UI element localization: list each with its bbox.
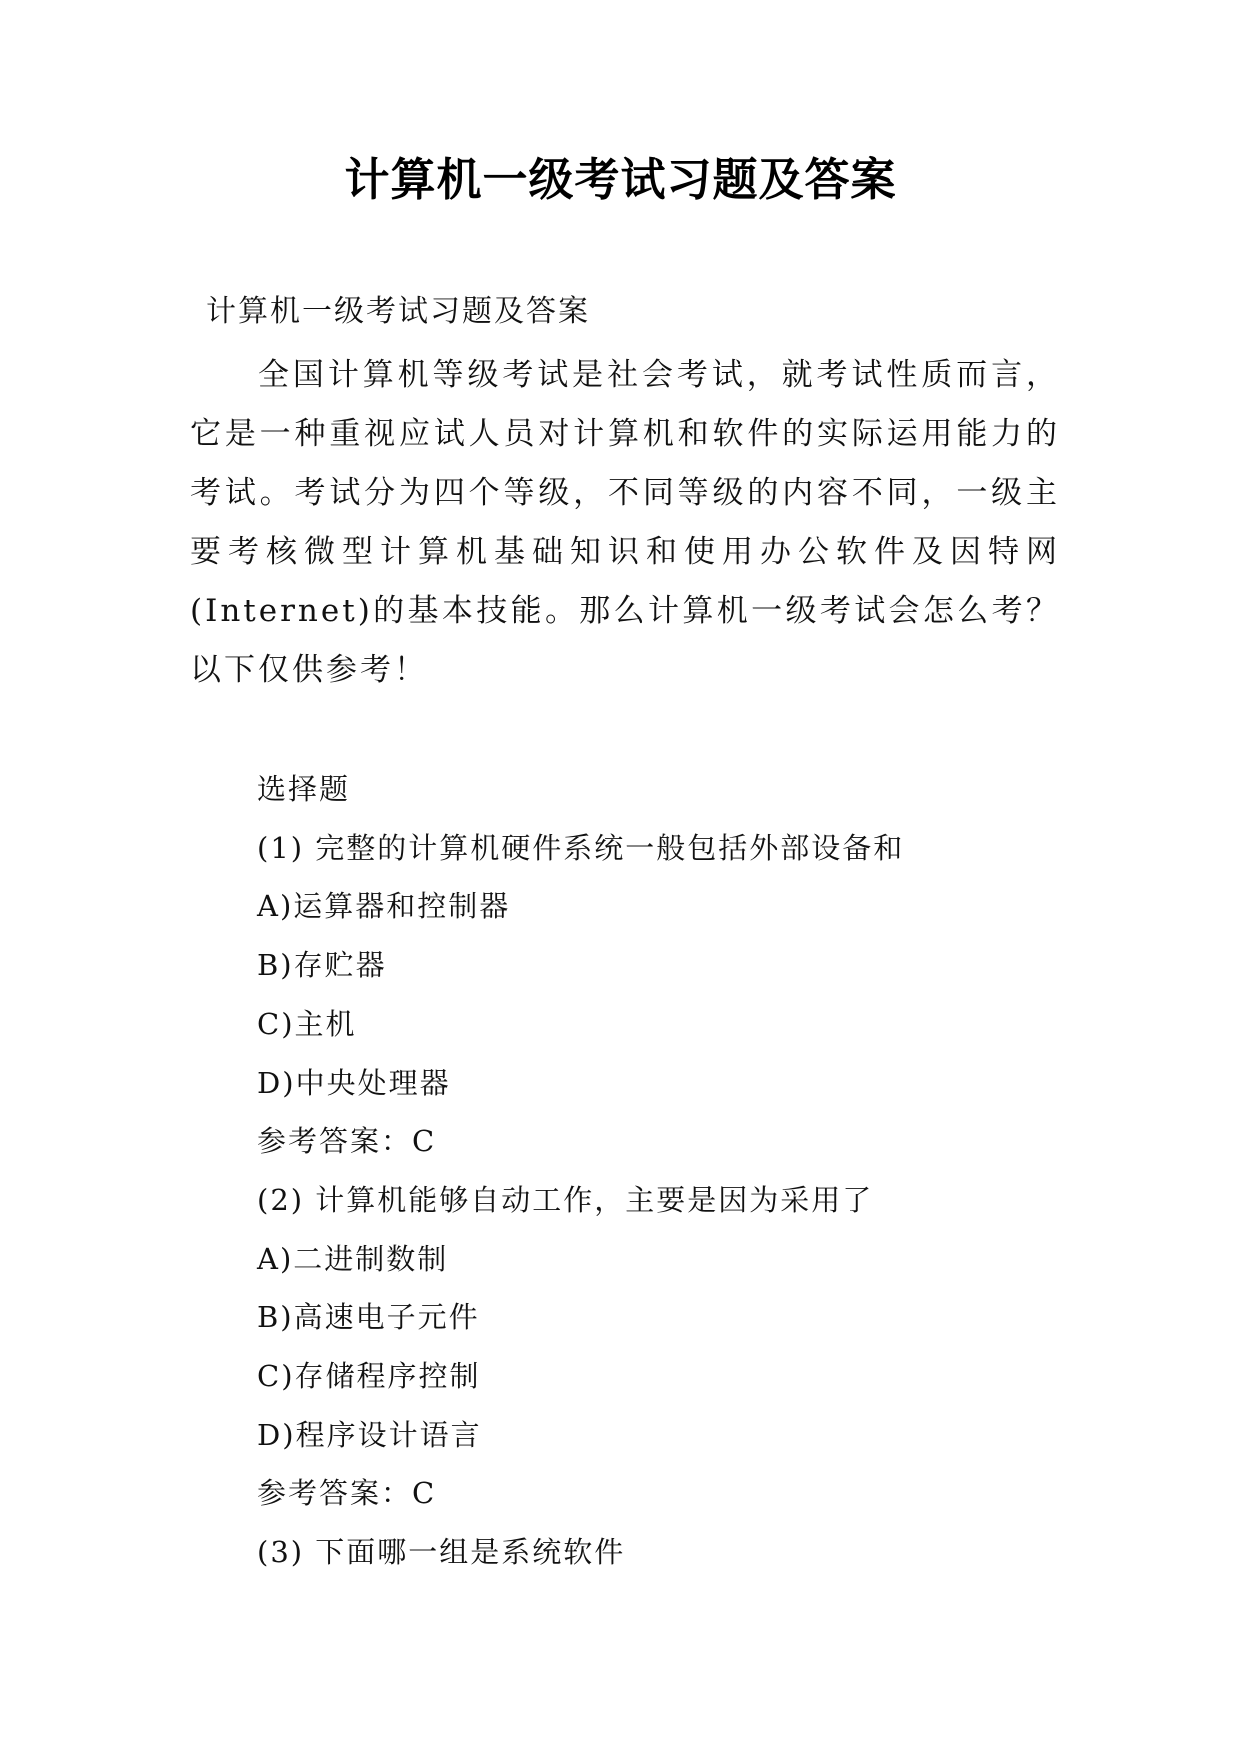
question-list: [257, 760, 1117, 1582]
question-1-option-d: D)中央处理器: [257, 1065, 451, 1100]
question-3: (3) 下面哪一组是系统软件: [257, 1535, 626, 1570]
question-1-option-c: C)主机: [257, 1006, 357, 1041]
document-title: 计算机一级考试习题及答案: [344, 153, 897, 206]
document-subtitle: 计算机一级考试习题及答案: [206, 294, 590, 329]
question-1-option-a: A)运算器和控制器: [257, 889, 511, 924]
question-2-option-a: A)二进制数制: [257, 1241, 449, 1276]
question-1: (1) 完整的计算机硬件系统一般包括外部设备和: [257, 830, 905, 865]
question-2-answer: 参考答案：C: [257, 1476, 437, 1511]
question-2-option-d: D)程序设计语言: [257, 1417, 482, 1452]
section-heading: 选择题: [257, 772, 351, 806]
question-1-answer: 参考答案：C: [257, 1124, 437, 1159]
question-2-option-b: B)高速电子元件: [257, 1300, 480, 1335]
question-1-option-b: B)存贮器: [257, 948, 387, 983]
intro-paragraph: 全国计算机等级考试是社会考试，就考试性质而言，它是一种重视应试人员对计算机和软件的实际运用能力的考试。考试分为四个等级，不同等级的内容不同，一级主要考核微型计算机基础知识和使用办公软件及因特网(Internet)的基本技能。那么计算机一级考试会怎么考？以下仅供参考！: [190, 357, 1060, 688]
question-2-option-c: C)存储程序控制: [257, 1359, 481, 1394]
question-2: (2) 计算机能够自动工作，主要是因为采用了: [257, 1182, 874, 1217]
